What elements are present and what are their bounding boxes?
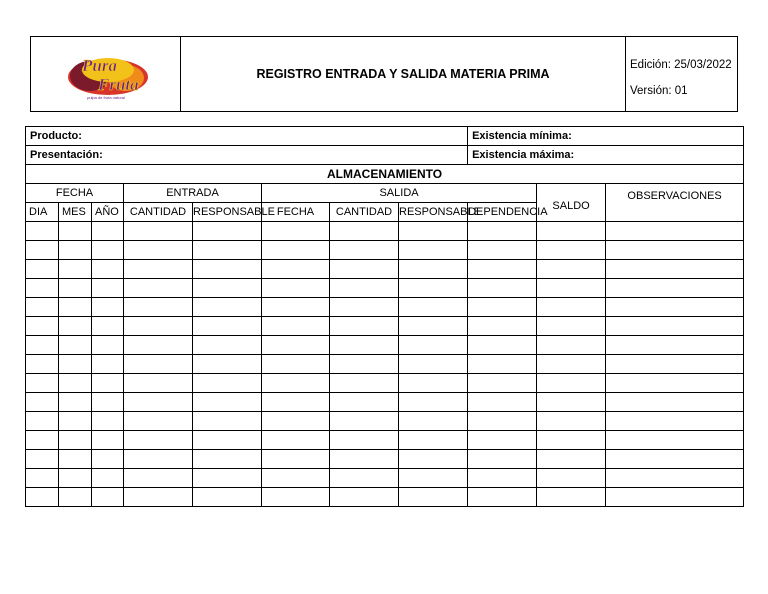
column-salida-cantidad: CANTIDAD <box>330 203 399 222</box>
column-salida-fecha: FECHA <box>262 203 330 222</box>
table-cell[interactable] <box>26 317 59 336</box>
table-cell[interactable] <box>59 317 92 336</box>
table-cell[interactable] <box>59 279 92 298</box>
table-cell[interactable] <box>262 412 330 431</box>
table-cell[interactable] <box>92 279 124 298</box>
table-cell[interactable] <box>193 336 262 355</box>
table-cell[interactable] <box>124 260 193 279</box>
document-header <box>30 36 738 112</box>
table-cell[interactable] <box>262 260 330 279</box>
table-cell[interactable] <box>26 393 59 412</box>
table-cell[interactable] <box>330 431 399 450</box>
table-cell[interactable] <box>26 431 59 450</box>
table-cell[interactable] <box>399 450 468 469</box>
producto-field[interactable]: Producto: <box>26 127 468 146</box>
table-cell[interactable] <box>26 412 59 431</box>
table-cell[interactable] <box>262 431 330 450</box>
table-cell[interactable] <box>59 336 92 355</box>
table-cell[interactable] <box>537 469 606 488</box>
table-cell[interactable] <box>124 279 193 298</box>
table-cell[interactable] <box>468 469 537 488</box>
table-cell[interactable] <box>468 241 537 260</box>
table-cell[interactable] <box>606 431 744 450</box>
table-cell[interactable] <box>262 393 330 412</box>
table-cell[interactable] <box>59 488 92 507</box>
table-cell[interactable] <box>468 450 537 469</box>
table-cell[interactable] <box>59 241 92 260</box>
table-cell[interactable] <box>262 488 330 507</box>
table-cell[interactable] <box>124 488 193 507</box>
table-cell[interactable] <box>92 488 124 507</box>
table-cell[interactable] <box>330 355 399 374</box>
table-cell[interactable] <box>193 393 262 412</box>
table-cell[interactable] <box>92 374 124 393</box>
table-cell[interactable] <box>606 450 744 469</box>
table-cell[interactable] <box>606 469 744 488</box>
document-title: REGISTRO ENTRADA Y SALIDA MATERIA PRIMA <box>181 37 626 111</box>
version-label: Versión: 01 <box>630 85 688 97</box>
table-cell[interactable] <box>606 393 744 412</box>
table-cell[interactable] <box>124 450 193 469</box>
table-cell[interactable] <box>59 355 92 374</box>
table-cell[interactable] <box>468 374 537 393</box>
table-cell[interactable] <box>468 336 537 355</box>
table-cell[interactable] <box>59 393 92 412</box>
table-cell[interactable] <box>399 355 468 374</box>
table-cell[interactable] <box>468 279 537 298</box>
table-cell[interactable] <box>193 355 262 374</box>
table-cell[interactable] <box>26 260 59 279</box>
table-cell[interactable] <box>26 450 59 469</box>
table-cell[interactable] <box>193 317 262 336</box>
table-cell[interactable] <box>330 412 399 431</box>
table-cell[interactable] <box>193 222 262 241</box>
table-cell[interactable] <box>537 241 606 260</box>
group-entrada: ENTRADA <box>124 184 262 203</box>
table-cell[interactable] <box>26 355 59 374</box>
table-cell[interactable] <box>124 393 193 412</box>
table-row <box>26 317 744 336</box>
table-cell[interactable] <box>26 336 59 355</box>
table-cell[interactable] <box>262 469 330 488</box>
table-cell[interactable] <box>468 298 537 317</box>
table-cell[interactable] <box>399 374 468 393</box>
table-cell[interactable] <box>468 488 537 507</box>
table-cell[interactable] <box>537 393 606 412</box>
table-cell[interactable] <box>537 298 606 317</box>
table-cell[interactable] <box>92 298 124 317</box>
table-cell[interactable] <box>537 450 606 469</box>
table-cell[interactable] <box>26 241 59 260</box>
table-cell[interactable] <box>193 298 262 317</box>
table-row <box>26 393 744 412</box>
column-mes: MES <box>59 203 92 222</box>
table-cell[interactable] <box>399 336 468 355</box>
table-cell[interactable] <box>399 431 468 450</box>
table-cell[interactable] <box>399 298 468 317</box>
table-cell[interactable] <box>537 431 606 450</box>
table-cell[interactable] <box>124 412 193 431</box>
table-cell[interactable] <box>193 488 262 507</box>
table-cell[interactable] <box>26 488 59 507</box>
table-cell[interactable] <box>193 469 262 488</box>
table-row <box>26 260 744 279</box>
table-cell[interactable] <box>537 222 606 241</box>
table-cell[interactable] <box>606 260 744 279</box>
table-cell[interactable] <box>537 374 606 393</box>
table-cell[interactable] <box>468 355 537 374</box>
table-cell[interactable] <box>468 393 537 412</box>
group-salida: SALIDA <box>262 184 537 203</box>
table-row <box>26 336 744 355</box>
table-cell[interactable] <box>59 450 92 469</box>
table-cell[interactable] <box>92 260 124 279</box>
table-cell[interactable] <box>399 488 468 507</box>
table-cell[interactable] <box>537 336 606 355</box>
table-cell[interactable] <box>92 450 124 469</box>
table-row <box>26 279 744 298</box>
table-cell[interactable] <box>124 469 193 488</box>
table-cell[interactable] <box>606 241 744 260</box>
table-cell[interactable] <box>59 431 92 450</box>
table-cell[interactable] <box>330 241 399 260</box>
table-row <box>26 431 744 450</box>
table-cell[interactable] <box>468 317 537 336</box>
table-cell[interactable] <box>92 355 124 374</box>
table-cell[interactable] <box>262 336 330 355</box>
table-row <box>26 488 744 507</box>
table-cell[interactable] <box>330 222 399 241</box>
table-cell[interactable] <box>26 469 59 488</box>
table-cell[interactable] <box>124 431 193 450</box>
table-cell[interactable] <box>262 450 330 469</box>
table-cell[interactable] <box>468 412 537 431</box>
table-row <box>26 412 744 431</box>
table-cell[interactable] <box>537 355 606 374</box>
table-cell[interactable] <box>468 222 537 241</box>
table-cell[interactable] <box>399 469 468 488</box>
table-cell[interactable] <box>92 336 124 355</box>
logo-text-pura: Pura <box>81 56 117 75</box>
table-cell[interactable] <box>606 317 744 336</box>
table-cell[interactable] <box>537 279 606 298</box>
table-cell[interactable] <box>399 317 468 336</box>
table-cell[interactable] <box>330 450 399 469</box>
table-cell[interactable] <box>399 279 468 298</box>
table-row <box>26 450 744 469</box>
storage-register-table <box>25 126 744 507</box>
table-cell[interactable] <box>606 279 744 298</box>
table-cell[interactable] <box>26 374 59 393</box>
table-cell[interactable] <box>330 298 399 317</box>
table-cell[interactable] <box>537 260 606 279</box>
table-cell[interactable] <box>193 450 262 469</box>
table-cell[interactable] <box>26 279 59 298</box>
table-cell[interactable] <box>59 298 92 317</box>
table-cell[interactable] <box>606 298 744 317</box>
table-cell[interactable] <box>92 412 124 431</box>
table-row <box>26 298 744 317</box>
table-cell[interactable] <box>26 298 59 317</box>
table-row <box>26 374 744 393</box>
table-cell[interactable] <box>92 431 124 450</box>
table-cell[interactable] <box>124 355 193 374</box>
table-cell[interactable] <box>193 431 262 450</box>
table-cell[interactable] <box>124 336 193 355</box>
table-cell[interactable] <box>59 412 92 431</box>
table-cell[interactable] <box>330 374 399 393</box>
table-cell[interactable] <box>262 298 330 317</box>
table-cell[interactable] <box>537 488 606 507</box>
table-cell[interactable] <box>330 393 399 412</box>
table-cell[interactable] <box>330 317 399 336</box>
group-fecha: FECHA <box>26 184 124 203</box>
table-cell[interactable] <box>59 374 92 393</box>
table-cell[interactable] <box>193 374 262 393</box>
table-cell[interactable] <box>330 260 399 279</box>
table-cell[interactable] <box>399 222 468 241</box>
table-row <box>26 222 744 241</box>
logo-cell <box>31 37 181 111</box>
table-cell[interactable] <box>468 431 537 450</box>
column-salida-responsable: RESPONSABLE <box>399 203 468 222</box>
table-cell[interactable] <box>124 374 193 393</box>
table-cell[interactable] <box>330 469 399 488</box>
table-cell[interactable] <box>399 412 468 431</box>
table-cell[interactable] <box>399 393 468 412</box>
table-cell[interactable] <box>330 488 399 507</box>
table-cell[interactable] <box>262 279 330 298</box>
table-cell[interactable] <box>606 336 744 355</box>
column-dependencia: DEPENDENCIA <box>468 203 537 222</box>
table-cell[interactable] <box>606 355 744 374</box>
existencia-maxima-field[interactable]: Existencia máxima: <box>468 146 744 165</box>
table-cell[interactable] <box>330 279 399 298</box>
table-cell[interactable] <box>193 260 262 279</box>
table-cell[interactable] <box>124 298 193 317</box>
section-title: ALMACENAMIENTO <box>26 165 744 184</box>
table-cell[interactable] <box>92 393 124 412</box>
table-cell[interactable] <box>26 222 59 241</box>
table-cell[interactable] <box>59 469 92 488</box>
table-cell[interactable] <box>92 317 124 336</box>
table-cell[interactable] <box>92 241 124 260</box>
table-cell[interactable] <box>124 222 193 241</box>
presentacion-field[interactable]: Presentación: <box>26 146 468 165</box>
table-cell[interactable] <box>59 222 92 241</box>
column-dia: DIA <box>26 203 59 222</box>
logo-text-fruta: Fruta <box>97 75 139 94</box>
table-cell[interactable] <box>193 412 262 431</box>
column-entrada-cantidad: CANTIDAD <box>124 203 193 222</box>
table-cell[interactable] <box>92 469 124 488</box>
table-cell[interactable] <box>606 374 744 393</box>
table-cell[interactable] <box>606 488 744 507</box>
logo-tagline: pulpa de fruta natural <box>86 95 125 100</box>
table-cell[interactable] <box>262 355 330 374</box>
table-cell[interactable] <box>262 222 330 241</box>
table-cell[interactable] <box>262 317 330 336</box>
table-cell[interactable] <box>59 260 92 279</box>
table-cell[interactable] <box>606 222 744 241</box>
pura-fruta-logo <box>60 46 152 102</box>
existencia-minima-field[interactable]: Existencia mínima: <box>468 127 744 146</box>
column-observaciones: OBSERVACIONES <box>606 184 744 222</box>
table-cell[interactable] <box>262 374 330 393</box>
column-entrada-responsable: RESPONSABLE <box>193 203 262 222</box>
table-row <box>26 355 744 374</box>
edition-label: Edición: 25/03/2022 <box>630 59 732 71</box>
table-cell[interactable] <box>193 279 262 298</box>
column-saldo: SALDO <box>537 184 606 222</box>
table-cell[interactable] <box>537 412 606 431</box>
table-cell[interactable] <box>399 260 468 279</box>
table-cell[interactable] <box>124 317 193 336</box>
table-row <box>26 241 744 260</box>
table-cell[interactable] <box>537 317 606 336</box>
table-cell[interactable] <box>193 241 262 260</box>
table-cell[interactable] <box>262 241 330 260</box>
table-cell[interactable] <box>606 412 744 431</box>
table-cell[interactable] <box>399 241 468 260</box>
table-cell[interactable] <box>330 336 399 355</box>
column-ano: AÑO <box>92 203 124 222</box>
table-cell[interactable] <box>124 241 193 260</box>
table-row <box>26 469 744 488</box>
table-cell[interactable] <box>468 260 537 279</box>
document-meta <box>626 37 737 111</box>
table-cell[interactable] <box>92 222 124 241</box>
